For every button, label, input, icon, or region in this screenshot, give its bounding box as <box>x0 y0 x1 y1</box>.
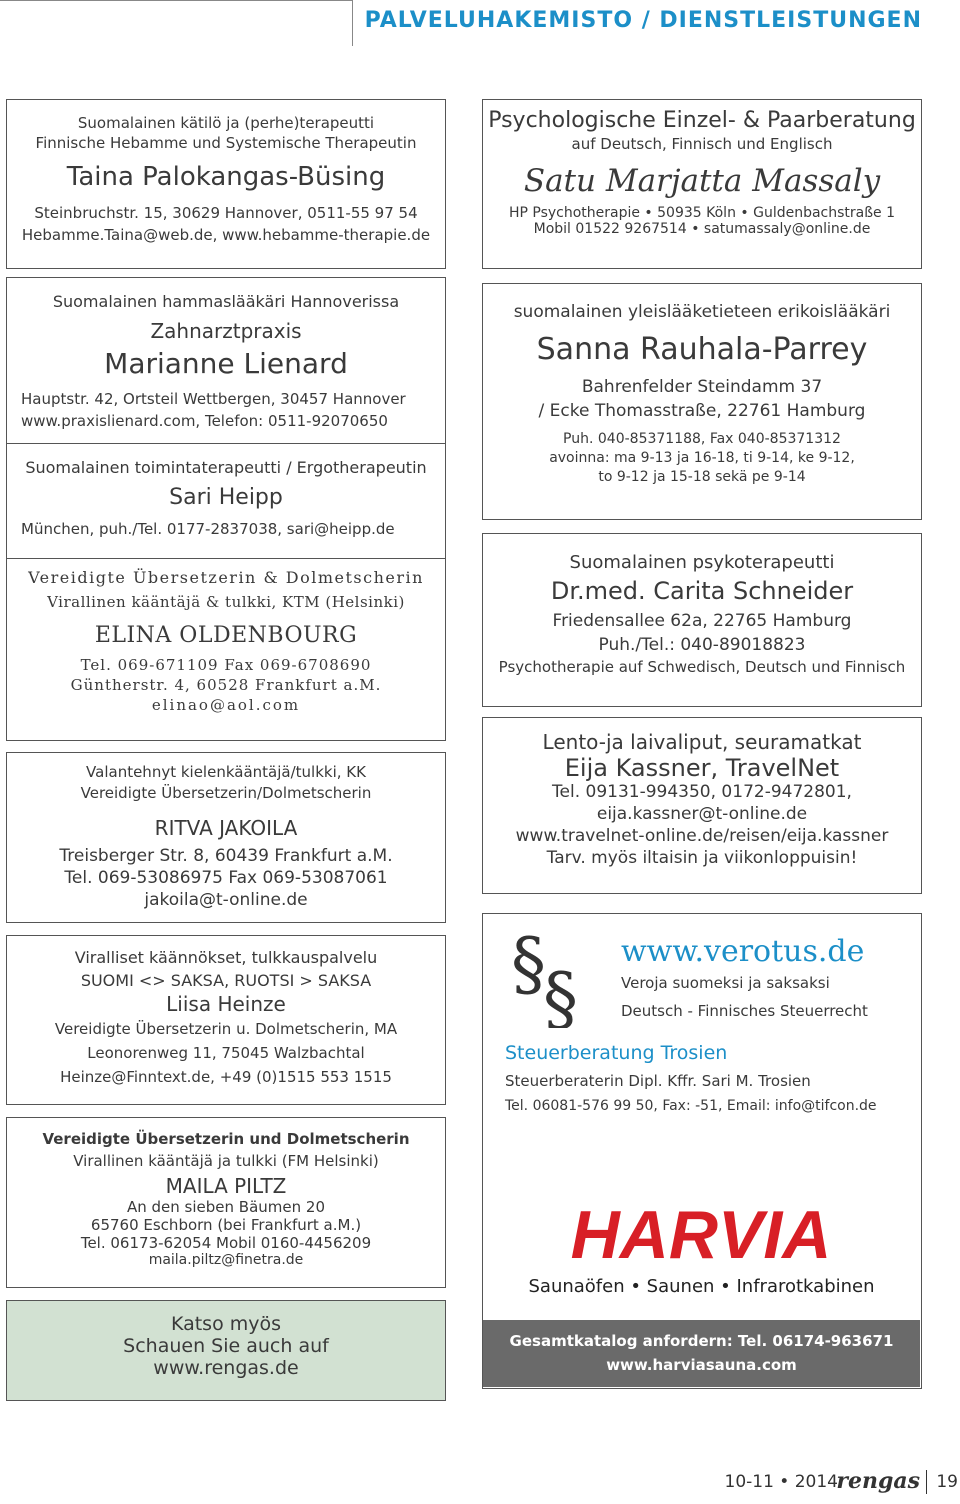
ad-contact[interactable]: Hebamme.Taina@web.de, www.hebamme-therapie.de <box>21 226 431 244</box>
ad-name: Taina Palokangas-Büsing <box>66 162 386 192</box>
ad-rauhala <box>482 283 922 520</box>
ad-phone: Tel. 09131-994350, 0172-9472801, <box>552 782 852 802</box>
ad-trosien-harvia <box>482 913 922 1389</box>
ad-line: Vereidigte Übersetzerin und Dolmetscherin <box>42 1130 410 1148</box>
ad-address: Leonorenweg 11, 75045 Walzbachtal <box>87 1044 365 1062</box>
ad-name: Satu Marjatta Massaly <box>523 163 881 199</box>
ad-line: Saunaöfen • Saunen • Infrarotkabinen <box>528 1276 875 1297</box>
ad-line: Suomalainen psykoterapeutti <box>569 552 835 573</box>
ad-line: Psychologische Einzel- & Paarberatung <box>488 108 916 133</box>
ad-hours: avoinna: ma 9-13 ja 16-18, ti 9-14, ke 9-12, <box>549 450 855 466</box>
ad-contact[interactable]: www.praxislienard.com, Telefon: 0511-92070650 <box>21 412 388 430</box>
ad-address: Treisberger Str. 8, 60439 Frankfurt a.M. <box>59 846 393 866</box>
ad-contact[interactable]: Tel. 06081-576 99 50, Fax: -51, Email: info@tifcon.de <box>505 1098 877 1114</box>
ad-name: Marianne Lienard <box>104 347 348 380</box>
ad-piltz <box>6 1117 446 1288</box>
ad-line: Schauen Sie auch auf <box>123 1335 329 1357</box>
ad-email[interactable]: maila.piltz@finetra.de <box>148 1252 304 1268</box>
ad-web[interactable]: www.travelnet-online.de/reisen/eija.kassner <box>515 826 889 846</box>
ad-line: Psychotherapie auf Schwedisch, Deutsch und Finnisch <box>498 658 906 676</box>
ad-line: Vereidigte Übersetzerin u. Dolmetscherin, MA <box>54 1020 398 1038</box>
ad-contact[interactable]: München, puh./Tel. 0177-2837038, sari@heipp.de <box>21 520 395 538</box>
ad-line: Finnische Hebamme und Systemische Therapeutin <box>35 134 417 152</box>
ad-line: Suomalainen toimintaterapeutti / Ergotherapeutin <box>25 458 427 477</box>
ad-heinze <box>6 935 446 1105</box>
ad-jakoila <box>6 752 446 923</box>
ad-schneider <box>482 533 922 707</box>
harvia-logo <box>483 1194 920 1274</box>
ad-contact[interactable]: Mobil 01522 9267514 • satumassaly@online.de <box>533 221 871 237</box>
ad-divider <box>6 558 446 559</box>
ad-phone: Gesamtkatalog anfordern: Tel. 06174-963671 <box>509 1332 894 1350</box>
ad-line: Virallinen kääntäjä & tulkki, KTM (Helsinki) <box>47 593 405 611</box>
ad-line: Steuerberaterin Dipl. Kffr. Sari M. Trosien <box>505 1072 811 1090</box>
ad-web[interactable]: www.rengas.de <box>153 1357 299 1379</box>
svg-text:§: § <box>543 958 578 1028</box>
ad-group-lienard-heipp-oldenbourg <box>6 277 446 741</box>
header-divider <box>352 0 353 46</box>
ad-line: Viralliset käännökset, tulkkauspalvelu <box>74 948 378 967</box>
ad-line: Suomalainen kätilö ja (perhe)terapeutti <box>77 114 375 132</box>
ad-phone: Tel. 06173-62054 Mobil 0160-4456209 <box>80 1234 372 1252</box>
ad-line: Katso myös <box>170 1313 282 1335</box>
ad-line: Lento-ja laivaliput, seuramatkat <box>542 730 862 754</box>
ad-massaly <box>482 99 922 269</box>
ad-address: Güntherstr. 4, 60528 Frankfurt a.M. <box>70 676 382 694</box>
ad-address: An den sieben Bäumen 20 <box>127 1198 325 1216</box>
ad-line: Deutsch - Finnisches Steuerrecht <box>621 1002 868 1020</box>
harvia-band <box>483 1320 920 1387</box>
ad-line: suomalainen yleislääketieteen erikoislääkäri <box>513 302 891 322</box>
ad-phone: Puh. 040-85371188, Fax 040-85371312 <box>563 431 841 447</box>
ad-line: Vereidigte Übersetzerin/Dolmetscherin <box>80 784 372 802</box>
rengas-logo: rengas <box>836 1468 920 1494</box>
svg-text:§: § <box>511 928 546 1005</box>
issue-date: 10-11 • 2014 <box>724 1472 838 1492</box>
ad-address: Friedensallee 62a, 22765 Hamburg <box>552 611 852 631</box>
ad-line: Tarv. myös iltaisin ja viikonloppuisin! <box>546 848 858 868</box>
page-number: 19 <box>936 1472 958 1492</box>
ad-email[interactable]: elinao@aol.com <box>151 696 301 714</box>
paragraph-icon <box>501 928 601 1028</box>
ad-address: 65760 Eschborn (bei Frankfurt a.M.) <box>90 1216 362 1234</box>
ad-line: auf Deutsch, Finnisch und Englisch <box>571 135 833 153</box>
ad-palokangas <box>6 99 446 269</box>
ad-line: SUOMI <> SAKSA, RUOTSI > SAKSA <box>80 971 372 990</box>
ad-hours: to 9-12 ja 15-18 sekä pe 9-14 <box>598 469 806 485</box>
ad-divider <box>6 443 446 444</box>
ad-phone: Puh./Tel.: 040-89018823 <box>598 635 806 655</box>
ad-name: Steuerberatung Trosien <box>505 1042 728 1064</box>
ad-name: MAILA PILTZ <box>165 1174 287 1198</box>
ad-rengas <box>6 1300 446 1401</box>
ad-name: Sari Heipp <box>169 485 283 510</box>
ad-kassner <box>482 717 922 894</box>
ad-line: Vereidigte Übersetzerin & Dolmetscherin <box>28 568 424 587</box>
ad-address: Hauptstr. 42, Ortsteil Wettbergen, 30457 Hannover <box>21 390 406 408</box>
ad-line: Suomalainen hammaslääkäri Hannoverissa <box>52 292 400 311</box>
ad-email[interactable]: jakoila@t-online.de <box>144 890 308 910</box>
footer-divider <box>926 1470 928 1494</box>
ad-web[interactable]: www.harviasauna.com <box>606 1356 797 1374</box>
ad-address: / Ecke Thomasstraße, 22761 Hamburg <box>538 401 866 421</box>
ad-address: Bahrenfelder Steindamm 37 <box>581 377 823 397</box>
ad-phone: Tel. 069-671109 Fax 069-6708690 <box>80 656 372 674</box>
ad-web[interactable]: www.verotus.de <box>621 934 865 969</box>
ad-name: Dr.med. Carita Schneider <box>550 577 854 605</box>
ad-contact[interactable]: Heinze@Finntext.de, +49 (0)1515 553 1515 <box>60 1068 392 1086</box>
ad-name: ELINA OLDENBOURG <box>94 623 358 648</box>
header-line <box>0 0 352 1</box>
ad-email[interactable]: eija.kassner@t-online.de <box>596 804 808 824</box>
ad-line: Veroja suomeksi ja saksaksi <box>621 974 830 992</box>
ad-name: Eija Kassner, TravelNet <box>564 754 840 782</box>
footer <box>0 1464 960 1504</box>
ad-address: Steinbruchstr. 15, 30629 Hannover, 0511-55 97 54 <box>34 204 418 222</box>
ad-phone: Tel. 069-53086975 Fax 069-53087061 <box>64 868 388 888</box>
ad-name: Sanna Rauhala-Parrey <box>536 332 868 367</box>
ad-address: HP Psychotherapie • 50935 Köln • Guldenbachstraße 1 <box>508 205 896 221</box>
harvia-logo-text: HARVIA <box>570 1197 832 1273</box>
ad-line: Zahnarztpraxis <box>150 319 302 343</box>
ad-name: RITVA JAKOILA <box>154 816 298 840</box>
page-title: PALVELUHAKEMISTO / DIENSTLEISTUNGEN <box>364 8 922 33</box>
ad-line: Valantehnyt kielenkääntäjä/tulkki, KK <box>86 763 366 781</box>
ad-line: Virallinen kääntäjä ja tulkki (FM Helsinki) <box>73 1152 379 1170</box>
ad-name: Liisa Heinze <box>166 992 286 1016</box>
